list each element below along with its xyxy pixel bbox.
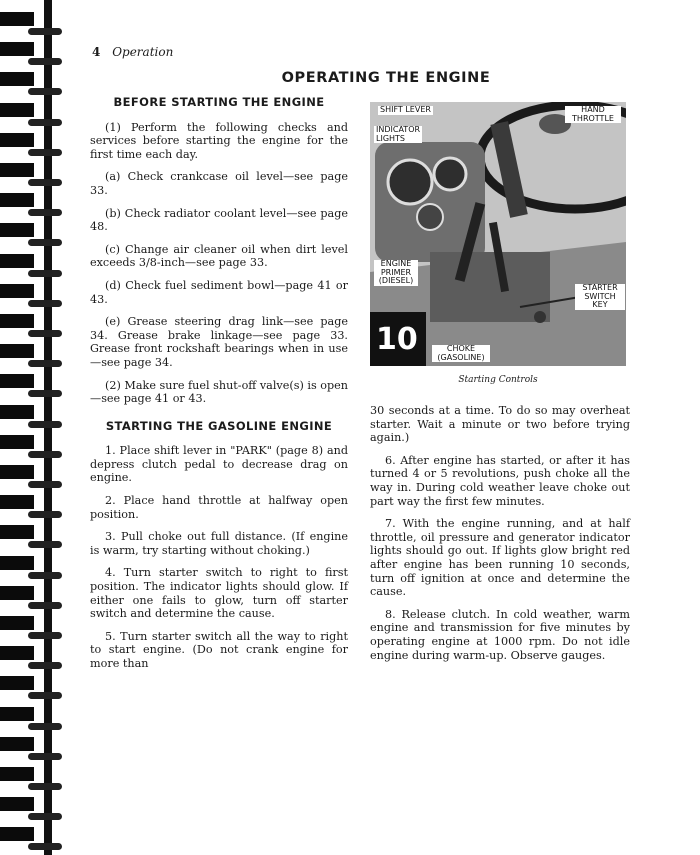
binding-coil: [28, 421, 62, 428]
page-number: 4: [92, 45, 101, 59]
binding-coil: [28, 179, 62, 186]
label-choke: CHOKE (GASOLINE): [432, 345, 490, 362]
binding-coil: [28, 632, 62, 639]
check-item: (e) Grease steering drag link—see page 34. Grease brake linkage—see page 33. Grease front rockshaft bearings when in use—see page 34.: [90, 315, 348, 369]
binding-hole: [0, 737, 34, 751]
label-starter-switch-key: STARTER SWITCH KEY: [575, 284, 625, 310]
binding-coil: [28, 58, 62, 65]
binding-hole: [0, 525, 34, 539]
binding-hole: [0, 133, 34, 147]
tractor-model-number: 10: [376, 322, 418, 357]
gasoline-step: 3. Pull choke out full distance. (If engine is warm, try starting without choking.): [90, 530, 348, 557]
binding-coil: [28, 28, 62, 35]
gasoline-step: 2. Place hand throttle at halfway open position.: [90, 494, 348, 521]
binding-hole: [0, 797, 34, 811]
right-column: [370, 404, 630, 671]
binding-coil: [28, 843, 62, 850]
binding-coil: [28, 360, 62, 367]
binding-hole: [0, 163, 34, 177]
binding-hole: [0, 465, 34, 479]
binding-coil: [28, 662, 62, 669]
before-starting-heading: BEFORE STARTING THE ENGINE: [113, 95, 325, 109]
binding-hole: [0, 495, 34, 509]
binding-coil: [28, 451, 62, 458]
binding-hole: [0, 42, 34, 56]
binding-hole: [0, 344, 34, 358]
check-item: (b) Check radiator coolant level—see page 48.: [90, 206, 348, 234]
gasoline-step: 6. After engine has started, or after it has turned 4 or 5 revolutions, push choke all the way in. During cold weather leave choke out part way the first few minutes.: [370, 453, 630, 508]
binding-coil: [28, 753, 62, 760]
binding-hole: [0, 284, 34, 298]
binding-hole: [0, 676, 34, 690]
label-hand-throttle: HAND THROTTLE: [565, 106, 621, 123]
section-name: Operation: [112, 45, 174, 59]
binding-hole: [0, 254, 34, 268]
check-item: (d) Check fuel sediment bowl—page 41 or 43.: [90, 278, 348, 306]
page-header: [92, 45, 173, 59]
binding-coil: [28, 813, 62, 820]
binding-hole: [0, 586, 34, 600]
continued-text: 30 seconds at a time. To do so may overheat starter. Wait a minute or two before trying again.): [370, 404, 630, 445]
binding-hole: [0, 435, 34, 449]
gasoline-step: 7. With the engine running, and at half throttle, oil pressure and generator indicator lights should go out. If lights glow bright red after engine has been running 10 seconds, turn off ignition at once and determine the cause.: [370, 517, 630, 599]
binding-coil: [28, 119, 62, 126]
page-title: OPERATING THE ENGINE: [281, 70, 491, 86]
binding-hole: [0, 103, 34, 117]
binding-hole: [0, 374, 34, 388]
binding-hole: [0, 12, 34, 26]
binding-coil: [28, 239, 62, 246]
binding-coil: [28, 300, 62, 307]
binding-hole: [0, 707, 34, 721]
left-column: [90, 96, 348, 680]
gasoline-step: 5. Turn starter switch all the way to right to start engine. (Do not crank engine for more than: [90, 629, 348, 670]
binding-coil: [28, 330, 62, 337]
binding-hole: [0, 72, 34, 86]
binding-hole: [0, 556, 34, 570]
label-shift-lever: SHIFT LEVER: [380, 105, 431, 114]
check-item: (c) Change air cleaner oil when dirt level exceeds 3/8-inch—see page 33.: [90, 242, 348, 270]
binding-coil: [28, 692, 62, 699]
binding-coil: [28, 88, 62, 95]
gasoline-step: 1. Place shift lever in "PARK" (page 8) and depress clutch pedal to decrease drag on engine.: [90, 444, 348, 485]
binding-coil: [28, 390, 62, 397]
binding-coil: [28, 783, 62, 790]
binding-coil: [28, 149, 62, 156]
binding-hole: [0, 767, 34, 781]
starting-controls-photo: [370, 102, 626, 366]
manual-page: [72, 0, 700, 855]
binding-coil: [28, 572, 62, 579]
figure-caption: Starting Controls: [458, 375, 538, 385]
binding-coil: [28, 723, 62, 730]
binding-coil: [28, 481, 62, 488]
spiral-binding: [0, 0, 72, 855]
label-engine-primer: ENGINE PRIMER (DIESEL): [374, 260, 418, 286]
binding-coil: [28, 511, 62, 518]
binding-coil: [28, 209, 62, 216]
before-step-2: (2) Make sure fuel shut-off valve(s) is open—see page 41 or 43.: [90, 378, 348, 406]
before-intro: (1) Perform the following checks and services before starting the engine for the first time each day.: [90, 120, 348, 161]
binding-hole: [0, 405, 34, 419]
binding-hole: [0, 223, 34, 237]
binding-coil: [28, 602, 62, 609]
gasoline-step: 8. Release clutch. In cold weather, warm engine and transmission for five minutes by operating engine at 1000 rpm. Do not idle engine during warm-up. Observe gauges.: [370, 607, 630, 662]
binding-coil: [28, 270, 62, 277]
binding-hole: [0, 193, 34, 207]
gasoline-step: 4. Turn starter switch to right to first position. The indicator lights should glow. If either one fails to glow, turn off starter switch and determine the cause.: [90, 566, 348, 621]
check-item: (a) Check crankcase oil level—see page 33.: [90, 170, 348, 197]
gasoline-heading: STARTING THE GASOLINE ENGINE: [105, 418, 333, 433]
binding-hole: [0, 616, 34, 630]
binding-hole: [0, 646, 34, 660]
binding-hole: [0, 827, 34, 841]
binding-coil: [28, 541, 62, 548]
label-indicator-lights: INDICATOR LIGHTS: [376, 125, 421, 143]
binding-hole: [0, 314, 34, 328]
